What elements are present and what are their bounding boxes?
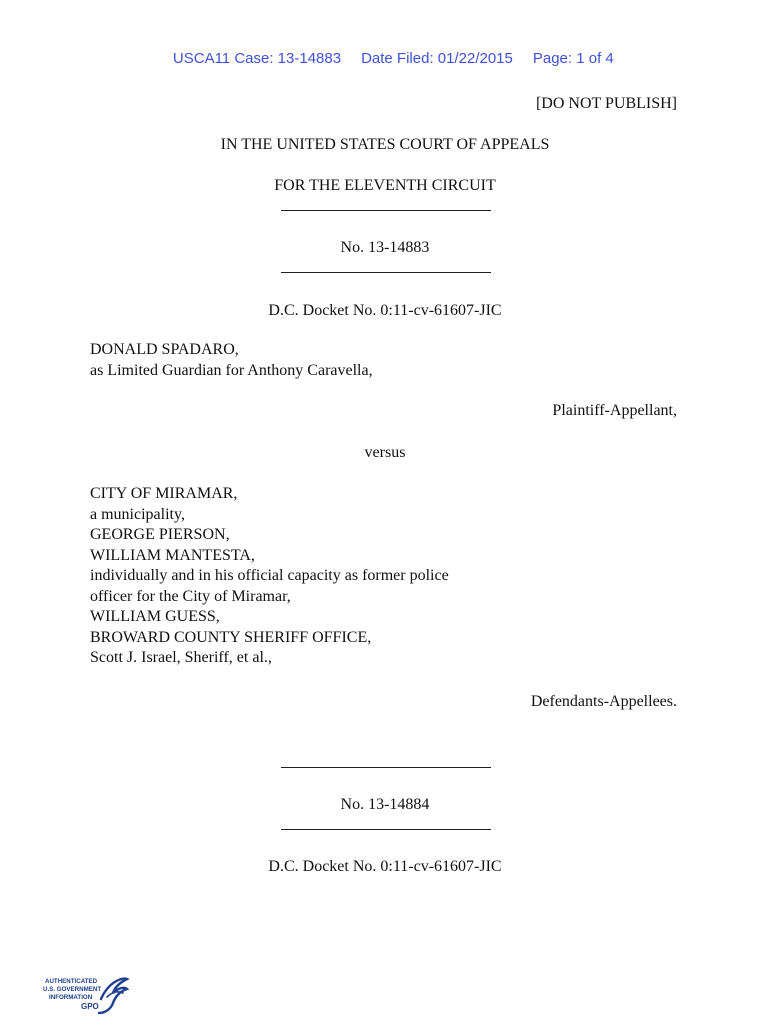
plaintiff-role: Plaintiff-Appellant, [552,402,677,419]
defendant-line: individually and in his official capacity as former police [90,567,449,584]
case-number-primary: No. 13-14883 [340,239,430,256]
versus-label: versus [364,444,406,461]
divider-rule [281,829,491,830]
defendant-line: officer for the City of Miramar, [90,587,291,605]
gpo-logo-line: AUTHENTICATED [45,978,98,985]
docket-number-secondary: D.C. Docket No. 0:11-cv-61607-JIC [268,858,502,875]
gpo-logo-line: U.S. GOVERNMENT [43,986,102,993]
plaintiff-name: DONALD SPADARO, [90,341,239,358]
gpo-logo-line: INFORMATION [49,994,93,1001]
gpo-authenticated-logo [43,973,133,1019]
defendants-role: Defendants-Appellees. [530,693,677,710]
header-case-number: USCA11 Case: 13-14883 [172,50,342,67]
defendant-line: GEORGE PIERSON, [90,526,230,543]
divider-rule [281,767,491,768]
plaintiff-block [90,340,373,381]
court-name: IN THE UNITED STATES COURT OF APPEALS [220,136,550,153]
filing-header [0,33,770,84]
defendant-line: BROWARD COUNTY SHERIFF OFFICE, [90,628,372,646]
gpo-eagle-icon [43,973,133,1019]
defendant-line: a municipality, [90,505,185,523]
divider-rule [281,272,491,273]
publish-note: [DO NOT PUBLISH] [535,95,677,112]
defendant-line: WILLIAM GUESS, [90,608,220,625]
docket-number-primary: D.C. Docket No. 0:11-cv-61607-JIC [268,302,502,319]
header-date-filed: Date Filed: 01/22/2015 [361,50,513,67]
divider-rule [281,210,491,211]
circuit-name: FOR THE ELEVENTH CIRCUIT [274,177,496,194]
defendant-line: CITY OF MIRAMAR, [90,485,238,502]
gpo-logo-mark: GPO [81,1002,99,1011]
defendant-line: WILLIAM MANTESTA, [90,546,255,564]
defendants-block [90,484,449,669]
case-number-secondary: No. 13-14884 [340,796,430,813]
plaintiff-capacity: as Limited Guardian for Anthony Caravella, [90,361,373,379]
header-page-count: Page: 1 of 4 [532,50,614,67]
defendant-line: Scott J. Israel, Sheriff, et al., [90,649,272,666]
